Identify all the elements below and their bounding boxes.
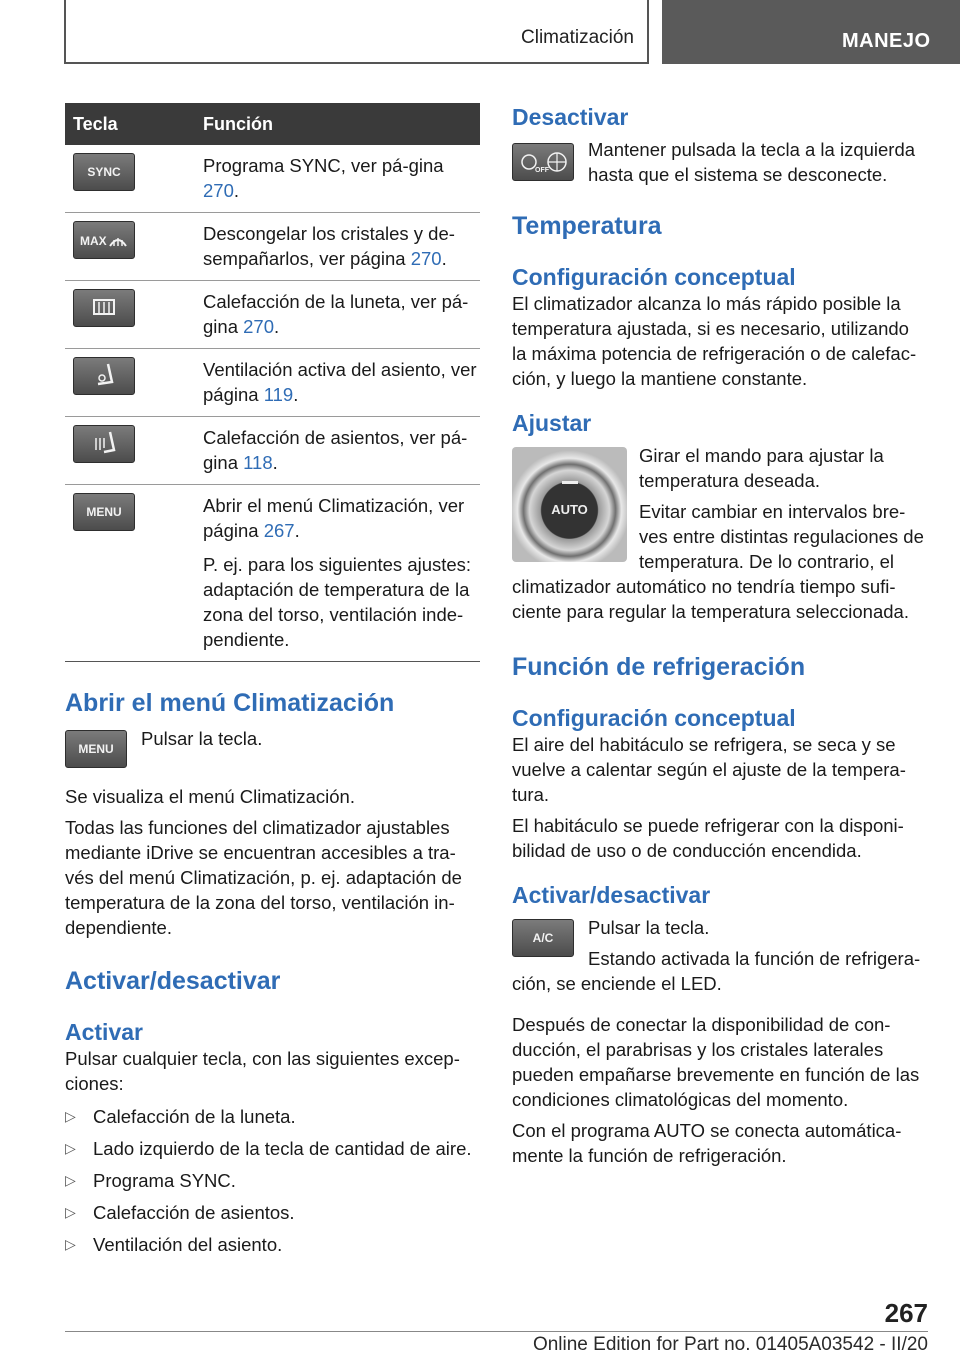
page-link[interactable]: 119 — [263, 384, 294, 405]
page-link[interactable]: 270 — [243, 316, 274, 337]
triangle-bullet-icon: ▷ — [65, 1236, 76, 1252]
fan-off-key-icon — [512, 143, 574, 181]
table-header-key: Tecla — [65, 103, 203, 145]
header-section-title: Climatización — [521, 27, 634, 48]
key-function-table — [65, 103, 480, 662]
triangle-bullet-icon: ▷ — [65, 1204, 76, 1220]
table-row — [65, 349, 480, 417]
subsection-title-ajustar: Ajustar — [512, 410, 592, 436]
table-row — [65, 281, 480, 349]
cool-paragraph-3: Después de conectar la disponibilidad de con-ducción, el parabrisas y los cristales laterales pueden empañarse brevemente en función de las condiciones climatológicas del momento. — [512, 1014, 920, 1110]
edition-footer: Online Edition for Part no. 01405A03542 - II/20 — [532, 1334, 928, 1355]
row-text: Ventilación activa del asiento, ver página 119. — [203, 359, 477, 405]
knob-auto-label: AUTO — [551, 502, 588, 517]
row-text: Calefacción de asientos, ver pá-gina 118. — [203, 427, 468, 473]
table-row — [65, 145, 480, 213]
section-title-menu: Abrir el menú Climatización — [65, 689, 395, 717]
sync-key-icon: SYNC — [73, 153, 135, 191]
page-link[interactable]: 118 — [243, 452, 273, 473]
row-extra-text: P. ej. para los siguientes ajustes: adaptación de temperatura de la zona del torso, ventilación inde-pendiente. — [203, 554, 472, 650]
list-item: ▷ Lado izquierdo de la tecla de cantidad de aire. — [65, 1138, 472, 1159]
row-text: Descongelar los cristales y de-sempañarlos, ver página 270. — [203, 223, 455, 269]
right-column — [512, 103, 928, 1168]
section-title-cooling: Función de refrigeración — [512, 653, 806, 681]
table-row — [65, 485, 480, 662]
temp-concept-text: El climatizador alcanza lo más rápido posible la temperatura ajustada, si es necesario, utilizando la máxima potencia de refrigeración o de calefac-ción, y luego la mantiene constante. — [512, 293, 917, 389]
row-text: Abrir el menú Climatización, ver página 267. — [203, 495, 465, 541]
table-header-function: Función — [203, 103, 480, 145]
ac-key-icon: A/C — [512, 919, 574, 957]
exception-list — [65, 1104, 480, 1257]
ajustar-paragraph-2: Evitar cambiar en intervalos bre-ves entre distintas regulaciones de temperatura. De lo contrario, el climatizador automático no tendría tiempo sufi-ciente para regular la temperatura seleccionada. — [512, 501, 924, 622]
cool-paragraph-4: Con el programa AUTO se conecta automática-mente la función de refrigeración. — [512, 1120, 902, 1166]
table-header-row — [65, 103, 480, 145]
row-text: Calefacción de la luneta, ver pá-gina 270. — [203, 291, 469, 337]
table-row — [65, 213, 480, 281]
subsection-title-cool-concept: Configuración conceptual — [512, 705, 796, 731]
list-item: ▷ Calefacción de asientos. — [65, 1202, 295, 1223]
page-link[interactable]: 267 — [263, 520, 295, 541]
page-link[interactable]: 270 — [410, 248, 442, 269]
minus-icon — [562, 481, 578, 484]
page-number: 267 — [884, 1298, 928, 1328]
svg-text:OFF: OFF — [535, 167, 549, 174]
list-item: ▷ Calefacción de la luneta. — [65, 1106, 296, 1127]
cool-paragraph-1: El aire del habitáculo se refrigera, se seca y se vuelve a calentar según el ajuste de la tempera-tura. — [512, 734, 906, 805]
ajustar-paragraph-1: Girar el mando para ajustar la temperatura deseada. — [639, 445, 884, 491]
row-text: Programa SYNC, ver pá-gina 270. — [203, 155, 444, 201]
cool-paragraph-2: El habitáculo se puede refrigerar con la disponi-bilidad de uso o de conducción encendida. — [512, 815, 904, 861]
section-title-temperatura: Temperatura — [512, 212, 662, 240]
ac-led-text: Estando activada la función de refrigera-ción, se enciende el LED. — [512, 948, 921, 994]
list-item: ▷ Ventilación del asiento. — [65, 1234, 283, 1255]
list-item: ▷ Programa SYNC. — [65, 1170, 236, 1191]
footer-divider — [65, 1331, 928, 1332]
ac-press-text: Pulsar la tecla. — [588, 917, 710, 938]
table-row — [65, 417, 480, 485]
menu-key-icon: MENU — [65, 730, 127, 768]
left-column — [65, 103, 480, 1257]
page-link[interactable]: 270 — [203, 180, 234, 201]
menu-paragraph-2: Todas las funciones del climatizador ajustables mediante iDrive se encuentran accesibles a tra-vés del menú Climatización, p. ej. adaptación de temperatura de la zona del torso, ventilación in-dependiente. — [65, 817, 462, 938]
activar-text: Pulsar cualquier tecla, con las siguientes excep-ciones: — [65, 1048, 460, 1094]
subsection-title-desactivar: Desactivar — [512, 104, 629, 130]
max-defrost-key-icon — [73, 221, 135, 259]
temperature-knob-image — [512, 447, 627, 562]
seat-heating-key-icon — [73, 425, 135, 463]
subsection-title-activar: Activar — [65, 1019, 143, 1045]
rear-window-heating-key-icon — [73, 289, 135, 327]
menu-press-text: Pulsar la tecla. — [141, 728, 263, 749]
menu-paragraph-1: Se visualiza el menú Climatización. — [65, 786, 355, 807]
menu-key-icon: MENU — [73, 493, 135, 531]
section-title-onoff: Activar/desactivar — [65, 967, 281, 995]
triangle-bullet-icon: ▷ — [65, 1172, 76, 1188]
desactivar-text: Mantener pulsada la tecla a la izquierda hasta que el sistema se desconecte. — [588, 139, 916, 185]
triangle-bullet-icon: ▷ — [65, 1108, 76, 1124]
seat-ventilation-key-icon — [73, 357, 135, 395]
header-chapter-tab: MANEJO — [662, 0, 960, 64]
triangle-bullet-icon: ▷ — [65, 1140, 76, 1156]
svg-text:MAX: MAX — [80, 234, 107, 248]
subsection-title-temp-concept: Configuración conceptual — [512, 264, 796, 290]
subsection-title-cool-onoff: Activar/desactivar — [512, 882, 711, 908]
